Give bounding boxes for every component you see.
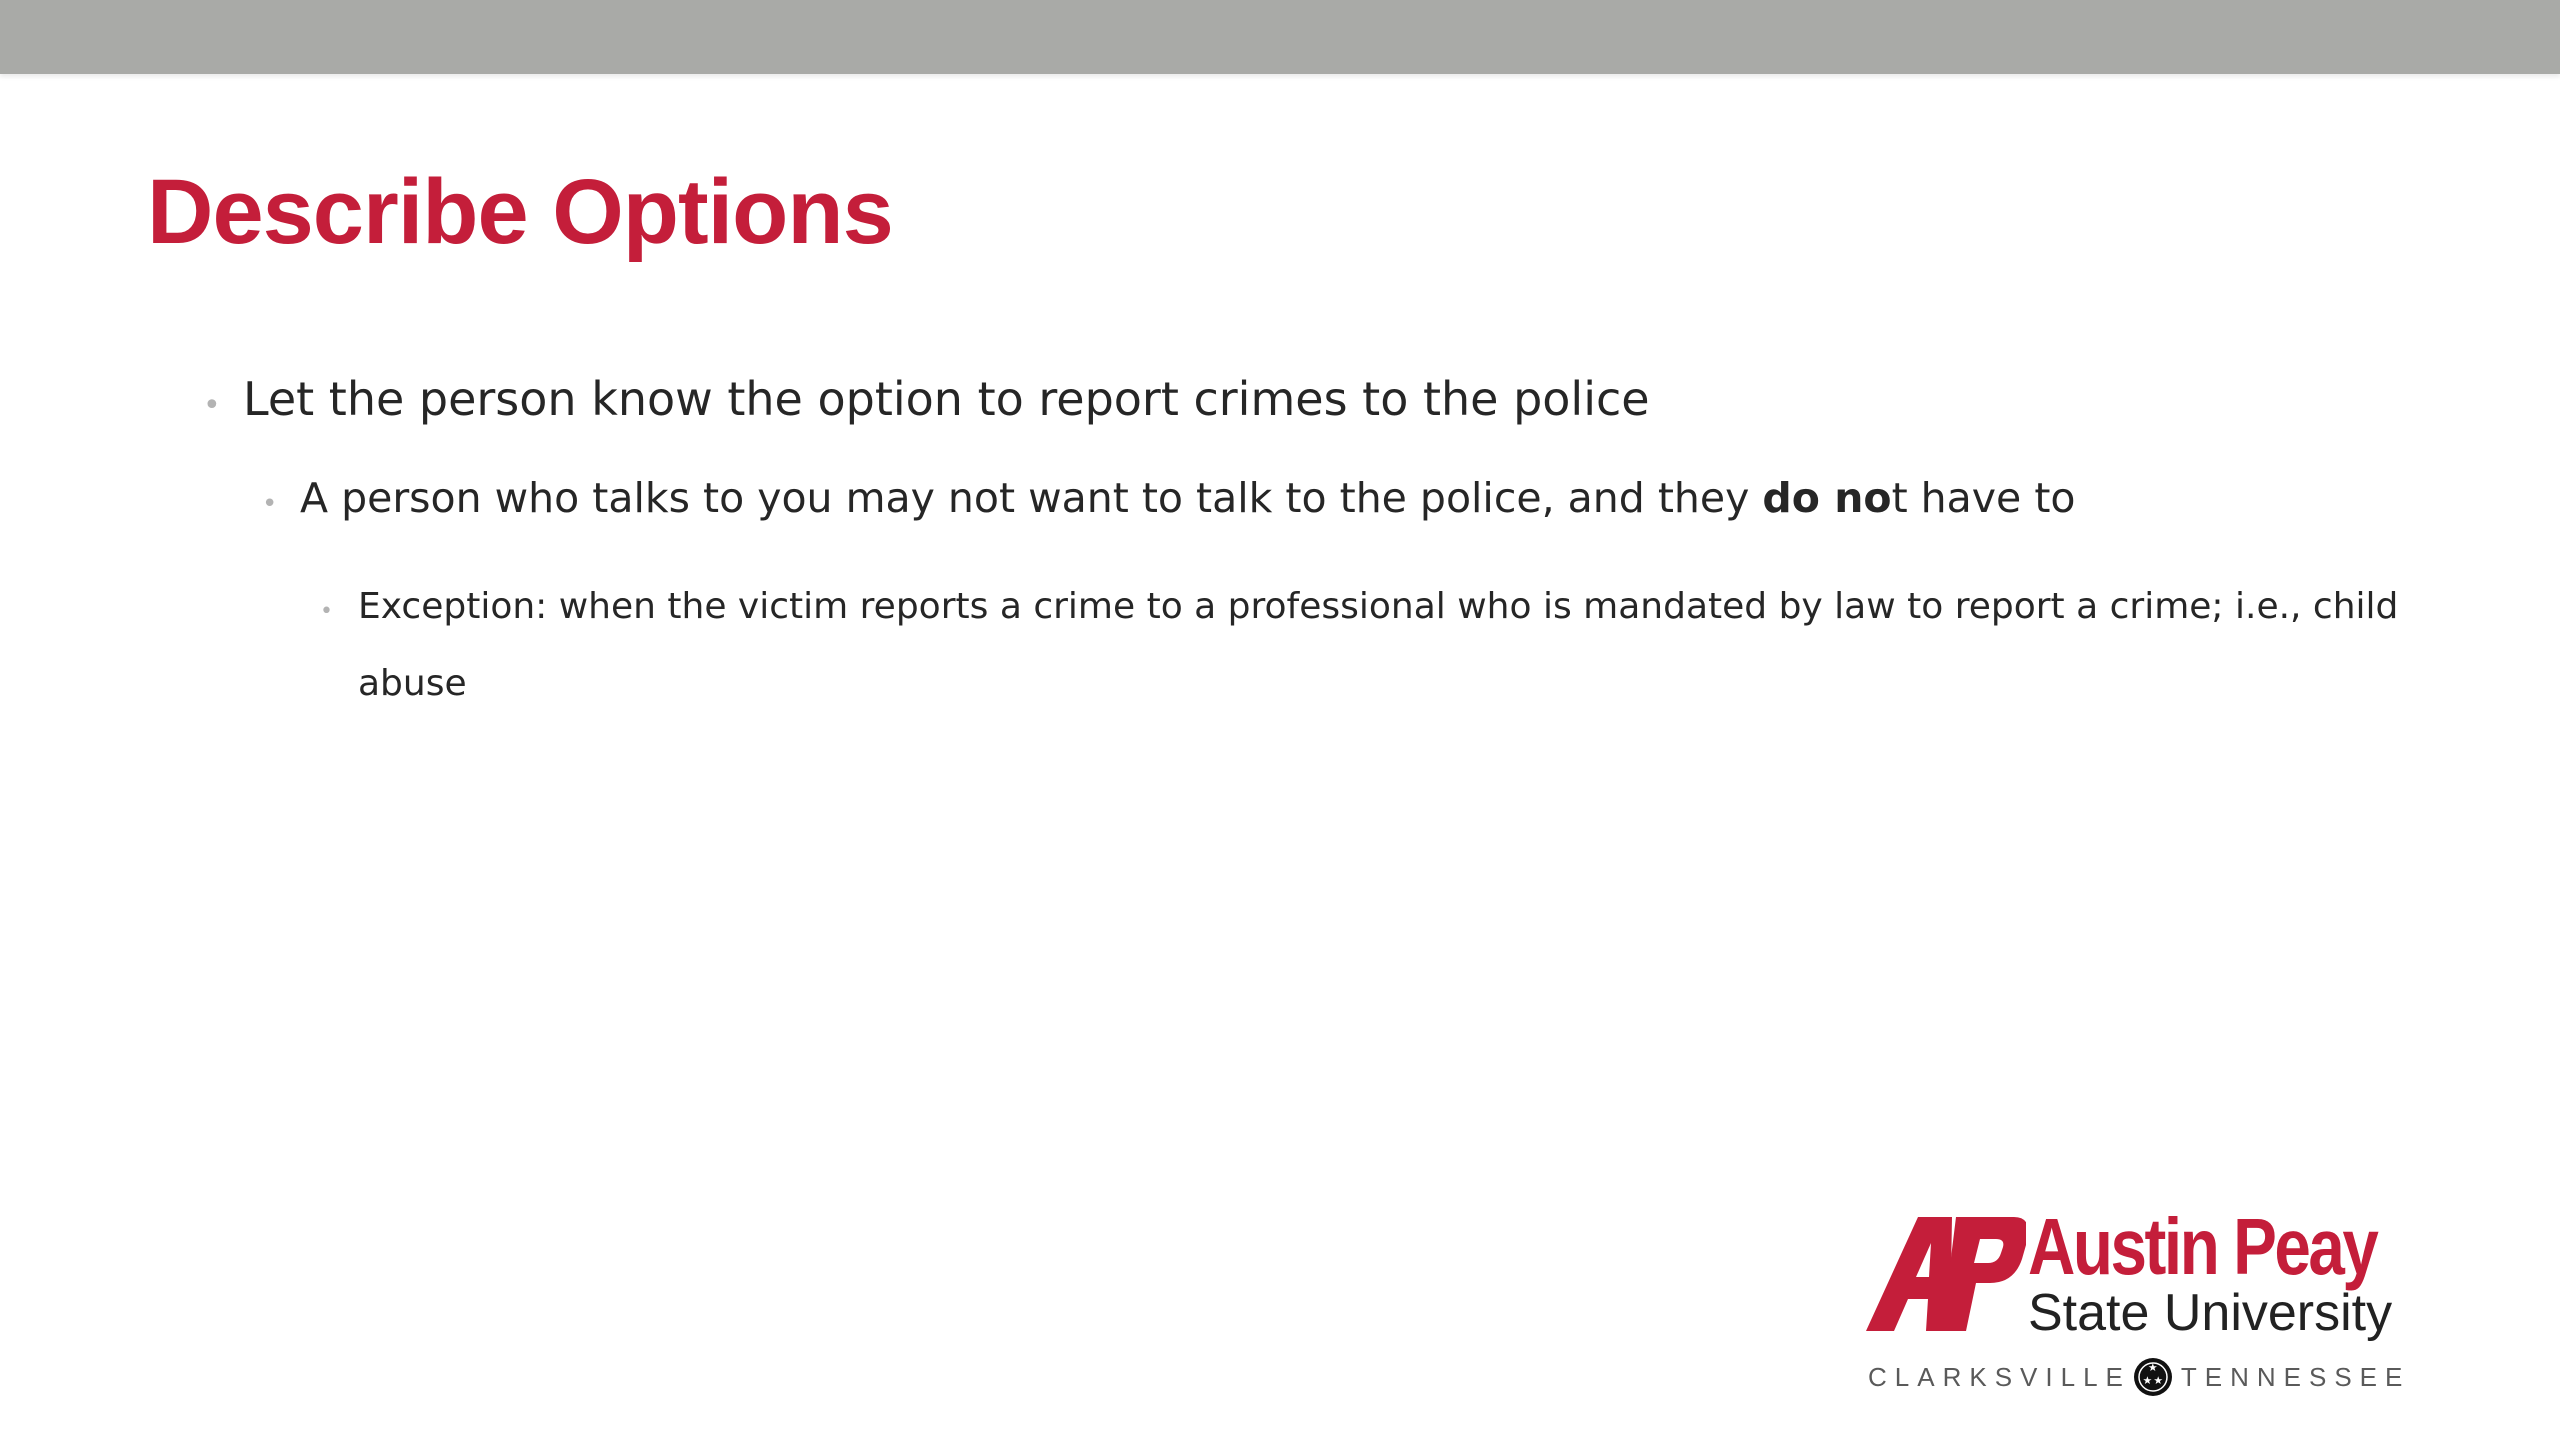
bullet-icon: • xyxy=(203,388,221,423)
logo-state: TENNESSEE xyxy=(2180,1361,2411,1392)
bullet-level-1 xyxy=(203,372,1650,426)
bullet-text: Let the person know the option to report crimes to the police xyxy=(243,372,1650,426)
slide-title: Describe Options xyxy=(147,161,893,263)
bullet-text-part: t have to xyxy=(1891,474,2076,522)
bullet-text: Exception: when the victim reports a crime to a professional who is mandated by law to report a crime; i.e., child abuse xyxy=(358,586,2399,704)
logo-location xyxy=(1868,1357,2410,1397)
bullet-text xyxy=(300,474,2075,522)
logo-name-line2: State University xyxy=(2028,1284,2393,1342)
bullet-icon: • xyxy=(262,489,278,519)
logo-city: CLARKSVILLE xyxy=(1868,1361,2131,1392)
emphasis-text: do no xyxy=(1762,474,1892,522)
bullet-text-part: A person who talks to you may not want to talk to the police, and they xyxy=(300,474,1763,522)
bullet-level-3 xyxy=(320,568,2400,722)
top-band xyxy=(0,0,2560,74)
university-logo xyxy=(1860,1202,2440,1405)
tristar-icon xyxy=(2133,1357,2173,1397)
logo-name-line1: Austin Peay xyxy=(2028,1202,2377,1291)
ap-monogram-icon xyxy=(1866,1213,2026,1333)
bullet-level-2 xyxy=(262,474,2075,522)
bullet-icon: • xyxy=(320,599,333,624)
